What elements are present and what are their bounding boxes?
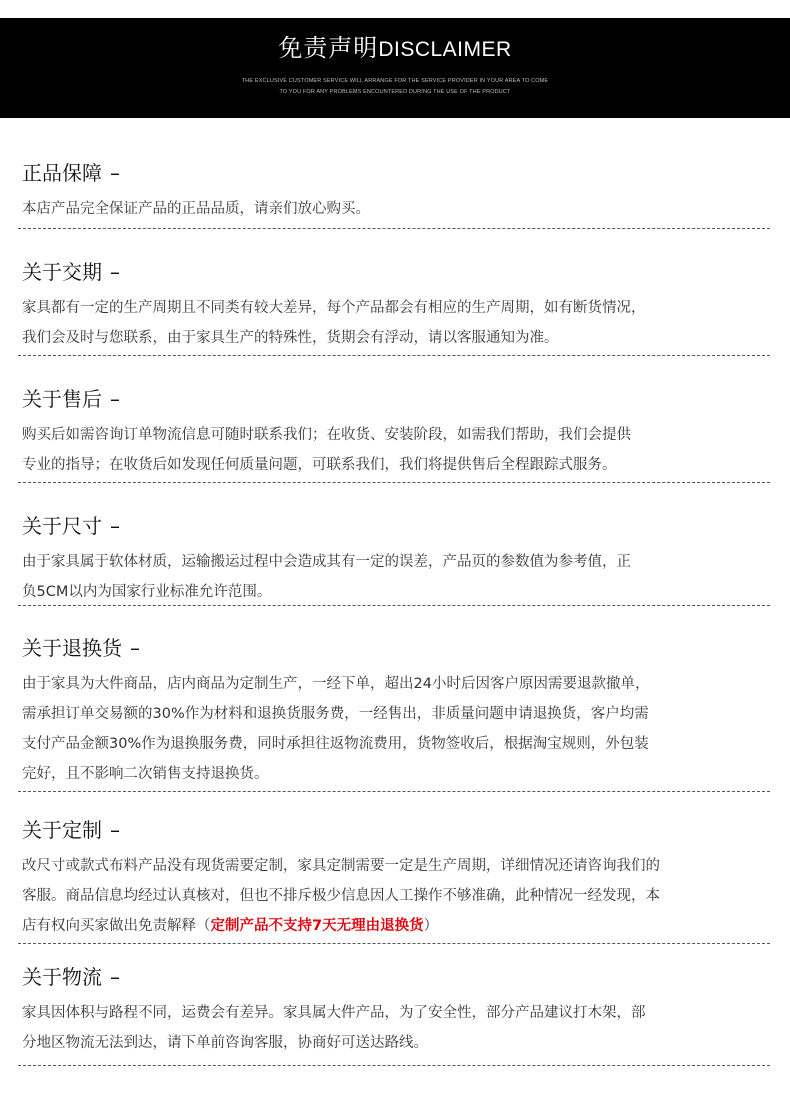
section-body — [22, 998, 770, 1058]
body-line: 客服。商品信息均经过认真核对，但也不排斥极少信息因人工操作不够准确，此种情况一经发现，本 — [22, 888, 660, 904]
body-line: 支付产品金额30%作为退换服务费，同时承担往返物流费用，货物签收后，根据淘宝规则，外包装 — [22, 736, 649, 752]
dashed-divider — [18, 605, 770, 606]
banner-subtitle-line2: TO YOU FOR ANY PROBLEMS ENCOUNTERED DURING THE USE OF THE PRODUCT — [279, 89, 511, 95]
section-customization — [22, 816, 770, 941]
body-line: 分地区物流无法到达，请下单前咨询客服，协商好可送达路线。 — [22, 1035, 428, 1051]
section-heading — [22, 159, 770, 187]
body-line: 由于家具为大件商品，店内商品为定制生产，一经下单，超出24小时后因客户原因需要退款撤单， — [22, 676, 650, 692]
body-line: 家具都有一定的生产周期且不同类有较大差异，每个产品都会有相应的生产周期，如有断货情况， — [22, 300, 646, 316]
section-heading-text: 关于交期 — [22, 260, 102, 284]
section-after-sales — [22, 385, 770, 480]
section-heading — [22, 258, 770, 286]
heading-dash: – — [110, 818, 120, 842]
section-heading-text: 关于售后 — [22, 387, 102, 411]
section-heading-text: 关于退换货 — [22, 636, 122, 660]
section-dimensions — [22, 512, 770, 607]
section-body — [22, 420, 770, 480]
body-line: 负5CM以内为国家行业标准允许范围。 — [22, 584, 272, 600]
section-body — [22, 851, 770, 941]
section-returns — [22, 634, 770, 789]
body-line: 本店产品完全保证产品的正品品质，请亲们放心购买。 — [22, 201, 370, 217]
dashed-divider — [18, 355, 770, 356]
body-line: 我们会及时与您联系，由于家具生产的特殊性，货期会有浮动，请以客服通知为准。 — [22, 330, 559, 346]
body-line: 需承担订单交易额的30%作为材料和退换货服务费，一经售出，非质量问题申请退换货，客户均需 — [22, 706, 649, 722]
section-authenticity — [22, 159, 770, 224]
body-line: 购买后如需咨询订单物流信息可随时联系我们；在收货、安装阶段，如需我们帮助，我们会提供 — [22, 427, 631, 443]
body-line: 由于家具属于软体材质，运输搬运过程中会造成其有一定的误差，产品页的参数值为参考值，正 — [22, 554, 631, 570]
banner-title-cn: 免责声明 — [278, 34, 379, 62]
section-heading-text: 正品保障 — [22, 161, 102, 185]
body-line-prefix: 店有权向买家做出免责解释（ — [22, 918, 211, 934]
heading-dash: – — [110, 514, 120, 538]
banner-title-en: DISCLAIMER — [378, 38, 512, 61]
dashed-divider — [18, 228, 770, 229]
dashed-divider — [18, 1065, 770, 1066]
section-heading-text: 关于尺寸 — [22, 514, 102, 538]
section-heading — [22, 634, 770, 662]
dashed-divider — [18, 791, 770, 792]
section-heading — [22, 963, 770, 991]
section-body — [22, 194, 770, 224]
section-heading — [22, 512, 770, 540]
section-body — [22, 669, 770, 789]
banner-subtitle-line1: THE EXCLUSIVE CUSTOMER SERVICE WILL ARRANGE FOR THE SERVICE PROVIDER IN YOUR AREA TO COME — [241, 78, 549, 84]
dashed-divider — [18, 482, 770, 483]
body-line: 改尺寸或款式布料产品没有现货需要定制，家具定制需要一定是生产周期，详细情况还请咨询我们的 — [22, 858, 660, 874]
dashed-divider — [18, 943, 770, 944]
banner-title — [0, 28, 790, 63]
section-body — [22, 293, 770, 353]
body-line: 专业的指导；在收货后如发现任何质量问题，可联系我们，我们将提供售后全程跟踪式服务。 — [22, 457, 617, 473]
section-heading-text: 关于物流 — [22, 965, 102, 989]
heading-dash: – — [110, 965, 120, 989]
body-line-suffix: ） — [423, 918, 439, 934]
heading-dash: – — [110, 260, 120, 284]
body-line: 家具因体积与路程不同，运费会有差异。家具属大件产品，为了安全性，部分产品建议打木架，部 — [22, 1005, 646, 1021]
body-line-with-notice — [22, 911, 770, 941]
heading-dash: – — [110, 161, 120, 185]
section-body — [22, 547, 770, 607]
section-heading — [22, 816, 770, 844]
no-return-notice: 定制产品不支持7天无理由退换货 — [210, 918, 424, 934]
section-logistics — [22, 963, 770, 1058]
heading-dash: – — [130, 636, 140, 660]
section-heading — [22, 385, 770, 413]
body-line: 完好，且不影响二次销售支持退换货。 — [22, 766, 269, 782]
section-heading-text: 关于定制 — [22, 818, 102, 842]
section-delivery-time — [22, 258, 770, 353]
heading-dash: – — [110, 387, 120, 411]
